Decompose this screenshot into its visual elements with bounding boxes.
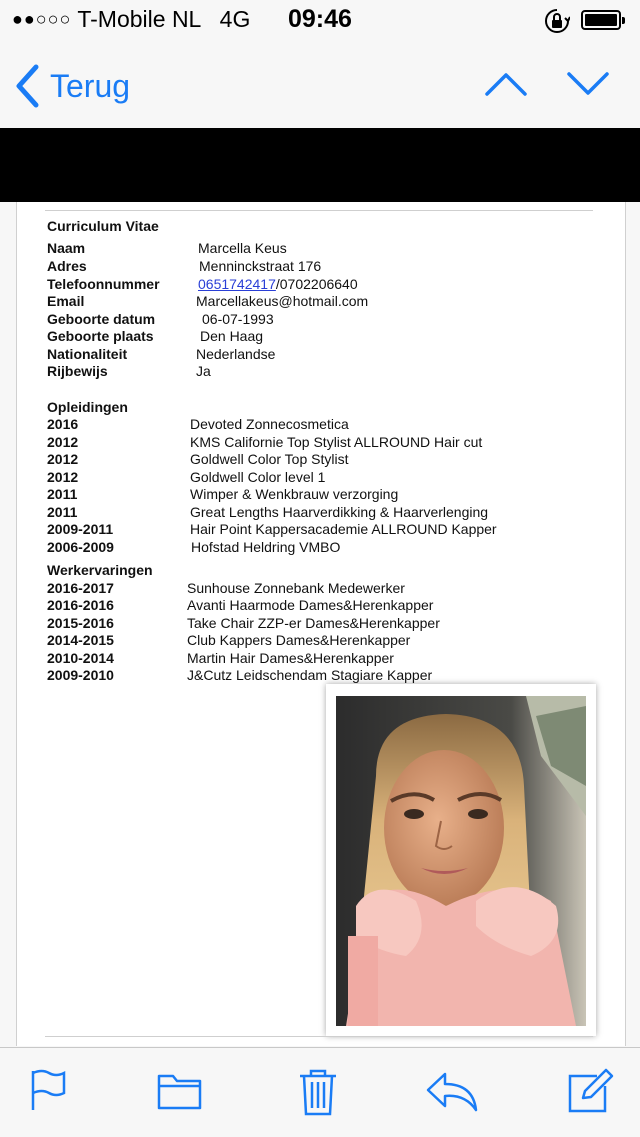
bottom-toolbar <box>0 1047 640 1137</box>
work-heading: Werkervaringen <box>47 562 153 578</box>
status-left <box>12 6 250 33</box>
personal-label: Telefoonnummer <box>47 276 160 292</box>
education-year: 2006-2009 <box>47 539 114 555</box>
personal-value: 06-07-1993 <box>202 311 274 327</box>
reply-icon[interactable] <box>425 1068 479 1112</box>
personal-label: Geboorte datum <box>47 311 156 327</box>
profile-photo <box>336 696 586 1026</box>
network-type: 4G <box>219 6 251 32</box>
signal-strength: ●●○○○ <box>12 9 72 29</box>
chevron-down-icon[interactable] <box>566 70 610 98</box>
education-year: 2011 <box>47 486 78 502</box>
personal-value: Marcella Keus <box>198 240 287 256</box>
trash-icon[interactable] <box>298 1068 338 1116</box>
work-year: 2014-2015 <box>47 632 114 648</box>
work-desc: Club Kappers Dames&Herenkapper <box>187 632 411 648</box>
education-desc: Hofstad Heldring VMBO <box>191 539 341 555</box>
phone-value <box>198 276 358 292</box>
chevron-up-icon[interactable] <box>484 70 528 98</box>
education-year: 2012 <box>47 469 79 485</box>
work-year: 2016-2017 <box>47 580 114 596</box>
navigation-bar <box>0 42 640 128</box>
work-desc: Take Chair ZZP-er Dames&Herenkapper <box>187 615 440 631</box>
profile-photo-frame <box>326 684 596 1036</box>
education-desc: KMS Californie Top Stylist ALLROUND Hair cut <box>190 434 483 450</box>
education-desc: Hair Point Kappersacademie ALLROUND Kapper <box>190 521 497 537</box>
education-year: 2009-2011 <box>47 521 114 537</box>
personal-label: Naam <box>47 240 86 256</box>
personal-label: Email <box>47 293 85 309</box>
carrier-name: T-Mobile NL <box>77 6 201 32</box>
flag-icon[interactable] <box>30 1068 66 1112</box>
status-time: 09:46 <box>288 5 352 33</box>
redaction-bar <box>0 128 640 202</box>
rotation-lock-icon <box>544 8 570 34</box>
education-desc: Goldwell Color Top Stylist <box>190 451 349 467</box>
folder-icon[interactable] <box>157 1068 203 1112</box>
work-desc: J&Cutz Leidschendam Stagiare Kapper <box>187 667 433 683</box>
education-year: 2012 <box>47 434 79 450</box>
personal-value: Ja <box>196 363 211 379</box>
phone-link[interactable]: 0651742417 <box>198 276 276 292</box>
education-heading: Opleidingen <box>47 399 128 415</box>
education-desc: Wimper & Wenkbrauw verzorging <box>190 486 399 502</box>
back-button[interactable] <box>14 64 130 108</box>
education-desc: Goldwell Color level 1 <box>190 469 326 485</box>
work-year: 2010-2014 <box>47 650 114 666</box>
work-desc: Avanti Haarmode Dames&Herenkapper <box>187 597 434 613</box>
chevron-left-icon <box>14 64 40 108</box>
phone-rest: /0702206640 <box>275 276 358 292</box>
education-desc: Great Lengths Haarverdikking & Haarverlenging <box>190 504 489 520</box>
work-desc: Martin Hair Dames&Herenkapper <box>187 650 394 666</box>
personal-value: Marcellakeus@hotmail.com <box>196 293 369 309</box>
cv-document[interactable] <box>16 202 626 1046</box>
status-bar <box>0 0 640 42</box>
work-year: 2009-2010 <box>47 667 114 683</box>
work-desc: Sunhouse Zonnebank Medewerker <box>187 580 405 596</box>
back-label: Terug <box>50 67 131 104</box>
personal-value: Den Haag <box>200 328 264 344</box>
education-year: 2012 <box>47 451 79 467</box>
work-year: 2016-2016 <box>47 597 114 613</box>
personal-label: Geboorte plaats <box>47 328 154 344</box>
battery-icon <box>581 10 621 30</box>
personal-value: Menninckstraat 176 <box>199 258 322 274</box>
education-year: 2011 <box>47 504 78 520</box>
divider <box>45 210 593 211</box>
education-year: 2016 <box>47 416 79 432</box>
personal-label: Nationaliteit <box>47 346 128 362</box>
cv-title: Curriculum Vitae <box>47 218 159 234</box>
divider <box>45 1036 593 1037</box>
compose-icon[interactable] <box>567 1068 615 1114</box>
education-desc: Devoted Zonnecosmetica <box>190 416 349 432</box>
personal-label: Adres <box>47 258 87 274</box>
personal-value: Nederlandse <box>196 346 276 362</box>
personal-label: Rijbewijs <box>47 363 108 379</box>
work-year: 2015-2016 <box>47 615 114 631</box>
